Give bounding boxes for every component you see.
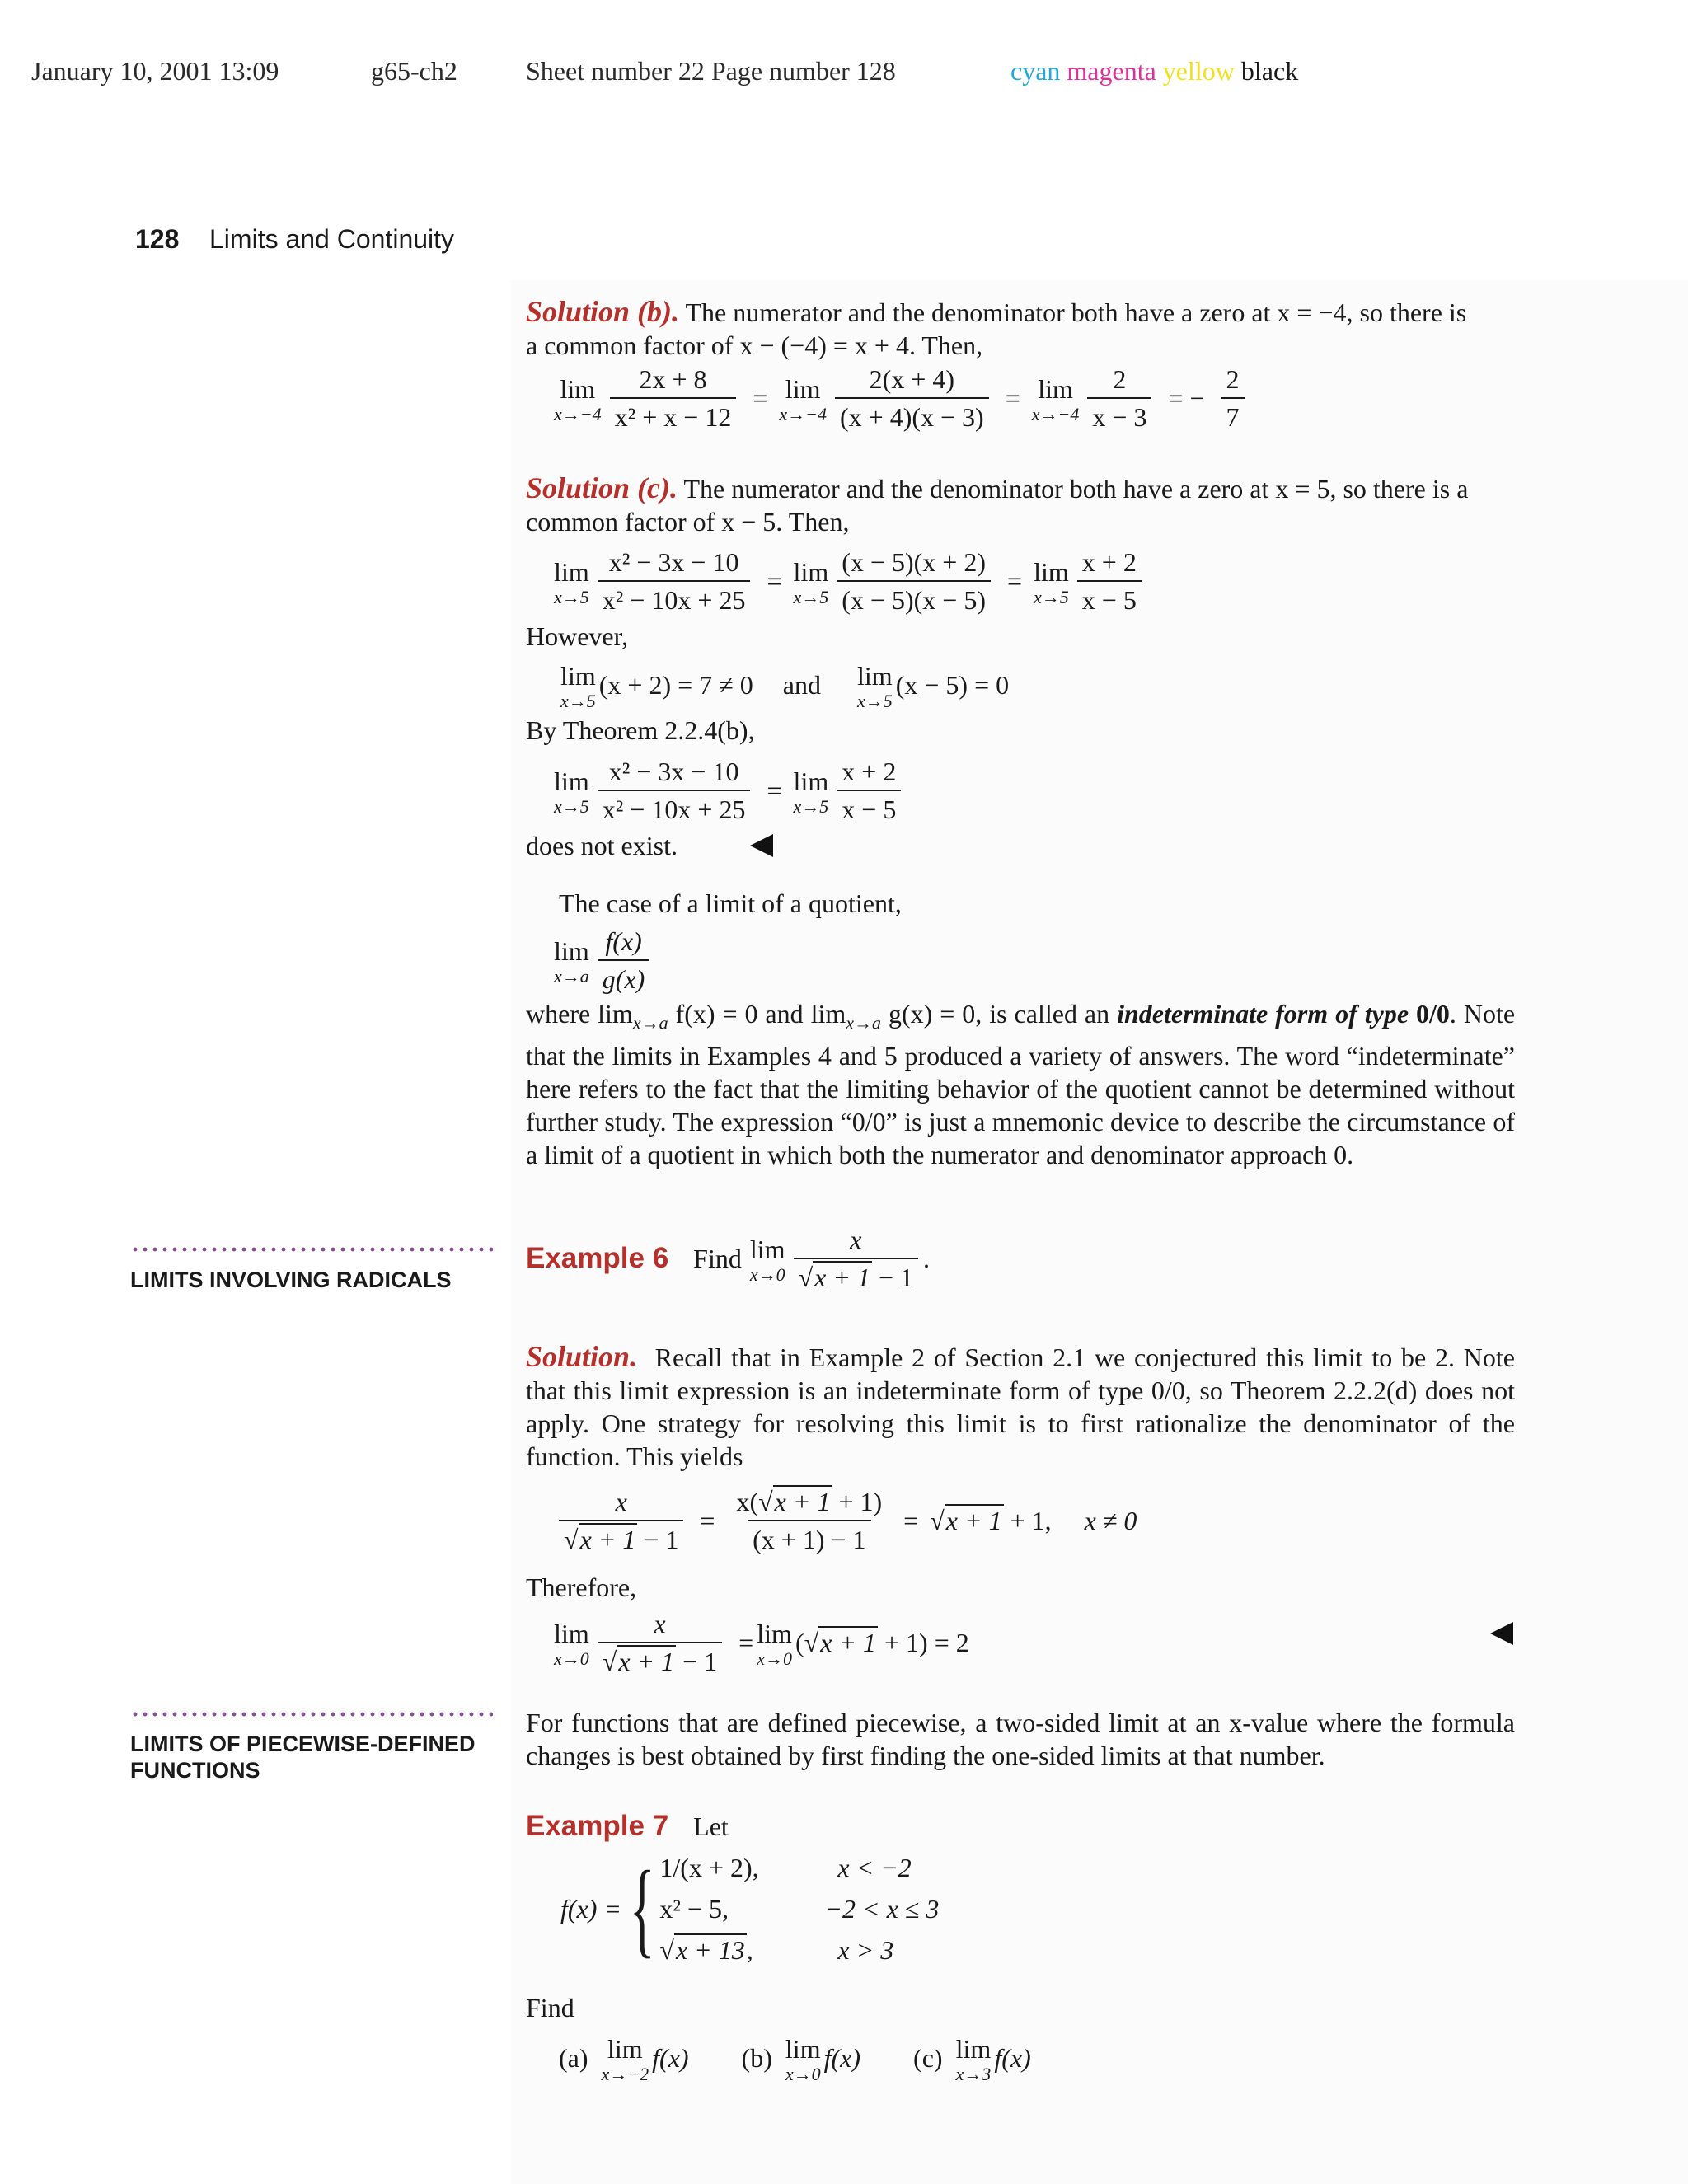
- magenta-label: magenta: [1067, 56, 1156, 86]
- fraction: $\frac{x}{√x + 1 - 1}$: [598, 1607, 722, 1678]
- lim-operator: lim x→5: [554, 766, 589, 817]
- example-6-solution: Solution. Recall that in Example 2 of Section 2.1 we conjectured this limit to be 2. Note that this limit expression is an indeterminate form of type 0/0, so Theorem 2.2.2(d) does not apply. One strategy for resolving this limit is to first rationalize the denominator of the function. This yields: [526, 1340, 1516, 1471]
- however-limits: lim x→5 (x + 2) = 7 ≠ 0 and lim x→5 (x − 5) = 0: [560, 661, 1010, 711]
- find-text: Find: [526, 1993, 574, 2022]
- lim-operator: lim x→5: [793, 766, 829, 817]
- solution-b-line1: The numerator and the denominator both have a zero at x = −4, so there is: [685, 298, 1467, 327]
- indeterminate-paragraph: where $\lim_{x\to a} f(x) = 0$ and $\lim_{x\to a} g(x) = 0$, is called an indeterminate form of type 0/0. Note that the limits in Examples 4 and 5 produced a variety of answers. The word “indeterminate” here refers to the fact that the limiting behavior of the quotient cannot be determined without further study. The expression “0/0” is just a mnemonic device to describe the circumstance of a limit of a quotient in which both the numerator and denominator approach 0.: [526, 999, 1516, 1170]
- lim-operator: lim x→−4: [554, 374, 602, 424]
- lim-operator: lim x→0: [749, 1235, 785, 1285]
- solution-b-line2: a common factor of x − (−4) = x + 4. Then,: [526, 330, 983, 360]
- lim-operator: lim x→5: [560, 661, 596, 711]
- lim-operator: lim x→5: [793, 557, 829, 607]
- lim-operator: lim x→3: [955, 2034, 992, 2084]
- fraction: $\frac{x + 2}{x - 5}$: [837, 755, 901, 826]
- lim-operator: lim x→0: [757, 1619, 792, 1669]
- piecewise-definition: f(x) = { 1/(x + 2), x < −2 x² − 5, −2 < x ≤ 3 √x + 13, x > 3: [560, 1851, 989, 1966]
- theorem-equation: lim x→5 $\frac{\text{x² − 3x − 10}}{\text{x² − 10x + 25}}$ = lim x→5 $\frac{x + 2}{x - 5}$: [554, 755, 906, 826]
- example-7-parts: (a) lim x→−2 f(x) (b) lim x→0 f(x) (c) lim x→3 f(x): [559, 2034, 1031, 2084]
- therefore-text: Therefore,: [526, 1572, 637, 1602]
- solution-c-line2: common factor of x − 5. Then,: [526, 507, 850, 537]
- sidebar-divider-dots: [130, 1711, 493, 1718]
- page-number: 128: [135, 224, 180, 254]
- print-date: January 10, 2001 13:09: [31, 56, 279, 86]
- black-label: black: [1240, 56, 1299, 86]
- lim-operator: lim x→−4: [1031, 374, 1080, 424]
- yellow-label: yellow: [1162, 56, 1235, 86]
- quotient-limit: [554, 925, 654, 996]
- solution-c-text: [526, 471, 1515, 538]
- fraction: $\frac{\text{x² − 3x − 10}}{\text{x² − 10x + 25}}$: [598, 546, 751, 616]
- solution-c-equation: lim x→5 $\frac{\text{x² − 3x − 10}}{\text{x² − 10x + 25}}$ = lim x→5 $\frac{(x - 5)(x + 2)}{(x - 5)(x - 5)}$ = lim x→5 $\frac{x + 2}{x - 5}$: [554, 546, 1146, 616]
- does-not-exist-text: does not exist.: [526, 831, 678, 860]
- color-registration: [1010, 56, 1298, 87]
- fraction: $\frac{2x + 8}{\text{x² + x − 12}}$: [610, 363, 737, 434]
- sidebar-divider-dots: [130, 1246, 493, 1253]
- file-code: g65-ch2: [371, 56, 457, 86]
- fraction: $\frac{2(x + 4)}{(x + 4)(x - 3)}$: [835, 363, 989, 434]
- solution-b-label: Solution (b).: [526, 295, 680, 328]
- lim-operator: lim x→5: [856, 661, 893, 711]
- cyan-label: cyan: [1010, 56, 1061, 86]
- fraction: $\frac{(x - 5)(x + 2)}{(x - 5)(x - 5)}$: [837, 546, 991, 616]
- solution-c-line1: The numerator and the denominator both have a zero at x = 5, so there is a: [683, 474, 1469, 504]
- solution-b-text: [526, 295, 1515, 362]
- sidebar-heading-radicals: LIMITS INVOLVING RADICALS: [130, 1268, 452, 1292]
- fraction: $\frac{f(x)}{g(x)}$: [598, 925, 650, 996]
- example-6-statement: Example 6 Find lim x→0 $\frac{x}{√x + 1 - 1}$ .: [526, 1225, 931, 1292]
- final-limit-equation: lim x→0 $\frac{x}{√x + 1 - 1}$ = lim x→0 (√x + 1 + 1) = 2: [554, 1609, 969, 1676]
- rationalize-equation: $\frac{x}{√x + 1 - 1}$ = $\frac{x(√x + 1 + 1)}{(x + 1) - 1}$ = √x + 1 + 1, x ≠ 0: [554, 1485, 1137, 1556]
- fraction: $\frac{x + 2}{x - 5}$: [1077, 546, 1142, 616]
- fraction: $\frac{2}{x - 3}$: [1087, 363, 1151, 434]
- end-of-solution-marker: [1490, 1622, 1513, 1645]
- fraction: $\frac{x}{√x + 1 - 1}$: [794, 1223, 918, 1294]
- sidebar-heading-piecewise: LIMITS OF PIECEWISE-DEFINED FUNCTIONS: [130, 1732, 476, 1783]
- fraction: $\frac{x}{√x + 1 - 1}$: [559, 1485, 683, 1556]
- example-7-label: Example 7: [526, 1810, 669, 1842]
- lim-operator: lim x→a: [554, 936, 589, 987]
- equals-minus: = −: [1168, 383, 1205, 413]
- lim-operator: lim x→5: [1034, 557, 1069, 607]
- sheet-info: Sheet number 22 Page number 128: [526, 56, 896, 86]
- indeterminate-term: indeterminate form of type: [1117, 999, 1409, 1029]
- solution-label: Solution.: [526, 1340, 638, 1373]
- piecewise-intro: For functions that are defined piecewise, a two-sided limit at an x-value where the formula changes is best obtained by first finding the one-sided limits at that number.: [526, 1708, 1515, 1770]
- fraction: $\frac{x(√x + 1 + 1)}{(x + 1) - 1}$: [736, 1487, 883, 1554]
- piecewise-cases: 1/(x + 2), x < −2 x² − 5, −2 < x ≤ 3 √x + 13, x > 3: [659, 1853, 940, 1965]
- quotient-intro: The case of a limit of a quotient,: [559, 888, 902, 918]
- fraction: $\frac{\text{x² − 3x − 10}}{\text{x² − 10x + 25}}$: [598, 755, 751, 826]
- lim-operator: lim x→5: [554, 557, 589, 607]
- example-7-heading: Example 7 Let: [526, 1810, 729, 1842]
- lim-operator: lim x→−4: [779, 374, 827, 424]
- by-theorem-text: By Theorem 2.2.4(b),: [526, 715, 755, 745]
- example-6-label: Example 6: [526, 1242, 669, 1274]
- solution-b-equation: lim x→−4 $\frac{2x + 8}{\text{x² + x − 12}}$ = lim x→−4 $\frac{2(x + 4)}{(x + 4)(x - 3)}$ = lim x→−4 $\frac{2}{x - 3}$ = − $\frac{2}{7}$: [554, 363, 1250, 434]
- lim-operator: lim x→0: [785, 2034, 821, 2084]
- result-fraction: $\frac{2}{7}$: [1221, 363, 1245, 434]
- solution-c-label: Solution (c).: [526, 471, 678, 504]
- end-of-solution-marker: [750, 834, 773, 857]
- however-text: However,: [526, 621, 628, 651]
- lim-operator: lim x→0: [554, 1619, 589, 1669]
- lim-operator: lim x→−2: [601, 2034, 649, 2084]
- chapter-title: Limits and Continuity: [209, 224, 455, 254]
